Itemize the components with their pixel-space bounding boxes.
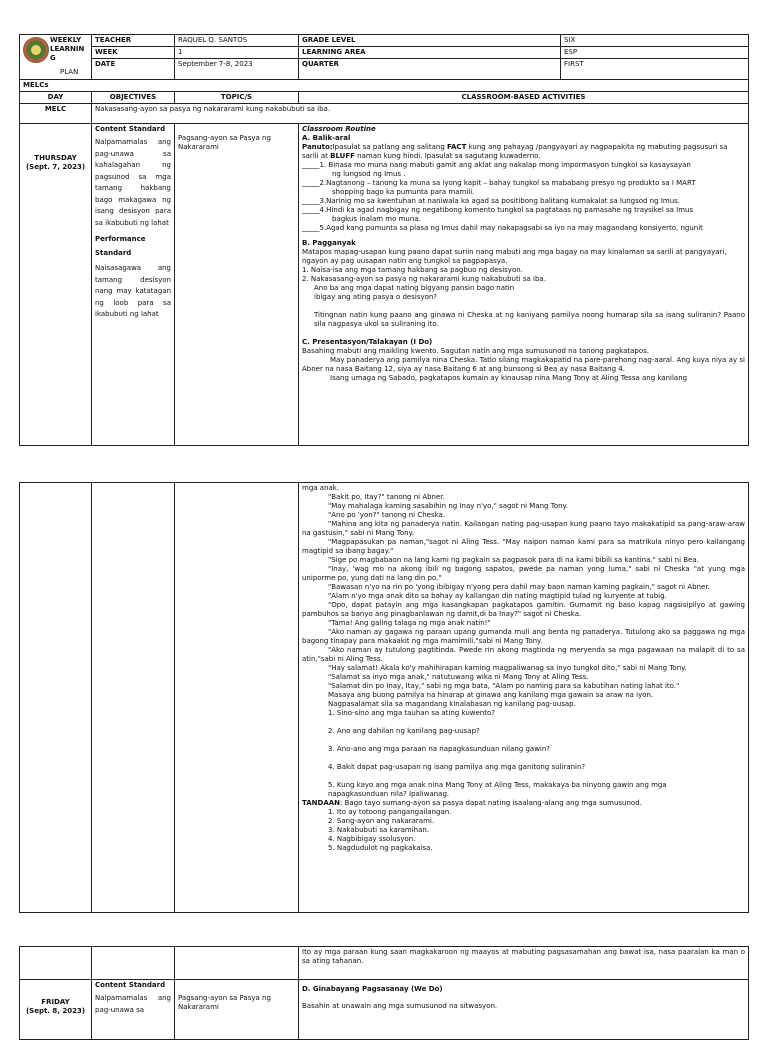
story-line: "May mahalaga kaming sasabihin ng Inay n'yo," sagot ni Mang Tony. [328,502,568,510]
thursday-objectives [92,124,175,446]
pagganyak-item: 2. Nakasasang-ayon sa pasya ng nakararami kung nakabubuti sa iba. [302,275,546,283]
grade-level-value: SIX [561,35,749,47]
review-item: shopping bago ka pumunta para mamili. [332,188,475,196]
empty-objectives-cell [92,483,175,913]
tandaan-item: 5. Nagdudulot ng pagkakaisa. [328,844,433,852]
story-line: "Bawasan n'yo na rin po 'yong ibibigay n'yong pera dahil may baon naman kaming pagkain," sagot ni Abner. [328,583,710,591]
school-seal-icon [23,37,49,63]
col-activities-header: CLASSROOM-BASED ACTIVITIES [299,92,749,104]
date-label: DATE [92,59,175,80]
tandaan-item: 2. Sang-ayon ang nakararami. [328,817,435,825]
tandaan-item: 1. Ito ay totoong pangangailangan. [328,808,452,816]
story-line: "Mahina ang kita ng panaderya natin. Kailangan nating pag-usapan kung paano tayo makakatipid sa pang-araw-araw na gastusin," sabi ni Mang Tony. [302,520,745,537]
review-item: _____3.Narinig mo sa kwentuhan at naniwala ka agad sa positibong balitang kumakalat sa lungsod ng Imus. [302,197,681,205]
melcs-row: MELCs [20,80,749,92]
day-date: (Sept. 8, 2023) [25,1007,86,1015]
tandaan-item: 3. Nakabubuti sa karamihan. [328,826,430,834]
story-question: 5. Kung kayo ang mga anak nina Mang Tony at Aling Tess, makakaya ba ninyong gawin ang mga napagkasunduan nila? Ipaliwanag. [328,781,667,798]
melc-label: MELC [20,104,92,124]
pagganyak-question: ibigay ang ating pasya o desisyon? [314,293,438,301]
closing-text: Ito ay mga paraan kung saan magkakaroon ng maayos at mabuting pagsasamahan ang bawat isa, nasa paaralan ka man o sa ating tahanan. [299,947,749,980]
col-day-header: DAY [20,92,92,104]
col-topics-header: TOPIC/S [175,92,299,104]
story-line: "Alam n'yo mga anak dito sa bahay ay kailangan din nating magtipid tulad ng kuryente at tubig. [328,592,667,600]
quarter-value: FIRST [561,59,749,80]
performance-standard-text: Naisasagawa ang tamang desisyon nang may katatagan ng loob para sa ikabubuti ng lahat [95,264,171,318]
friday-day-cell [20,980,92,1040]
tandaan-text: TANDAAN: Bago tayo sumang-ayon sa pasya dapat nating isaalang-alang ang mga sumusunod. [302,799,642,807]
teacher-label: TEACHER [92,35,175,47]
empty-topic-cell [175,483,299,913]
plan-caption: PLAN [60,68,79,76]
story-line: "Magpapasukan pa naman,"sagot ni Aling Tess. "May naipon naman kami para sa matrikula ninyo pero kailangang magtipid sa ibang bagay." [302,538,745,555]
story-line: Nagpasalamat sila sa magandang kinalabasan ng kanilang pag-uusap. [328,700,576,708]
pagganyak-text: Matapos mapag-usapan kung paano dapat suriin nang mabuti ang mga bagay na may kinalaman sa sarili at pangyayari, ngayon ay pag uusapan natin ang tungkol sa pagpapasya. [302,248,727,265]
empty-day-cell [20,947,92,980]
story-line: "Sige po magbabaon na lang kami ng pagkain sa pagpasok para di na kami bibili sa kantina." sabi ni Bea. [328,556,699,564]
day-name: THURSDAY [34,154,77,162]
story-question: 3. Ano-ano ang mga paraan na napagkasunduan nilang gawin? [328,745,551,753]
story-question: 4. Bakit dapat pag-usapan ng isang pamilya ang mga ganitong suliranin? [328,763,586,771]
empty-objectives-cell [92,947,175,980]
date-value: September 7-8, 2023 [175,59,299,80]
lesson-plan-table-page3 [19,946,749,1040]
friday-objectives [92,980,175,1040]
day-name: FRIDAY [41,998,70,1006]
story-cell [299,483,749,913]
learning-area-value: ESP [561,47,749,59]
content-standard-label: Content Standard [95,125,166,133]
balik-aral-title: A. Balik-aral [302,134,351,142]
story-line: "Ano po 'yon?" tanong ni Cheska. [328,511,446,519]
panuto-text: Panuto:Ipasulat sa patlang ang salitang FACT kung ang pahayag /pangyayari ay nagpapakita ng mabuting pagsusuri sa sarili at BLUFF naman kung hindi. Ipasulat sa sagutang kuwaderno. [302,143,728,160]
learning-area-label: LEARNING AREA [299,47,561,59]
review-item: _____2.Nagtanong – tanong ka muna sa iyong kapit – bahay tungkol sa mababang presyo ng produkto sa I MART [302,179,696,187]
review-item: ng lungsod ng Imus . [332,170,406,178]
col-objectives-header: OBJECTIVES [92,92,175,104]
day-date: (Sept. 7, 2023) [25,163,86,171]
story-line: "Bakit po, Itay?" tanong ni Abner. [328,493,445,501]
melc-text: Nakasasang-ayon sa pasya ng nakararami kung nakabubuti sa iba. [92,104,749,124]
grade-level-label: GRADE LEVEL [299,35,561,47]
story-line: "Ako naman ay tutulong pagtitinda. Pwede rin akong magtinda ng meryenda sa mga pagawaan na malapit di to sa atin,"sabi ni Aling Tess. [302,646,745,663]
weekly-learning-plan-caption: WEEKLY LEARNIN G [50,36,85,62]
lesson-plan-table-page1 [19,34,749,446]
review-item: bagkus inalam mo muna. [332,215,421,223]
thursday-topic: Pagsang-ayon sa Pasya ng Nakararami [175,124,299,446]
guided-practice-title: D. Ginabayang Pagsasanay (We Do) [302,985,443,993]
story-line: "Ako naman ay gagawa ng paraan upang gumanda muli ang benta ng panaderya. Tutulong ako sa paggawa ng mga bagong tinapay para makaakit ng mga mamimili."sabi ni Mang Tony. [302,628,745,645]
story-line: Masaya ang buong pamilya na hinarap at ginawa ang kanilang mga gawain sa araw na iyon. [328,691,654,699]
quarter-label: QUARTER [299,59,561,80]
tandaan-item: 4. Nagbibigay ssolusyon. [328,835,416,843]
thursday-day-cell [20,124,92,446]
review-item: _____1. Binasa mo muna nang mabuti gamit ang aklat ang nakalap mong impormasyon tungkol sa kasaysayan [302,161,691,169]
guided-practice-text: Basahin at unawain ang mga sumusunod na sitwasyon. [302,1002,498,1010]
pagganyak-look: Titingnan natin kung paano ang ginawa ni Cheska at ng kaniyang pamilya noong humarap sila sa isang suliranin? Paano sila nagpasya ukol sa suliraning ito. [314,311,745,328]
empty-topic-cell [175,947,299,980]
pagganyak-item: 1. Naisa-isa ang mga tamang hakbang sa pagbuo ng desisyon. [302,266,523,274]
story-line: mga anak. [302,484,340,492]
empty-day-cell [20,483,92,913]
review-item: _____4.Hindi ka agad nagbigay ng negatibong komento tungkol sa pagtataas ng pamasahe ng traysikel sa Imus [302,206,694,214]
story-question: 1. Sino-sino ang mga tauhan sa ating kuwento? [328,709,495,717]
presentasyon-title: C. Presentasyon/Talakayan (I Do) [302,338,433,346]
performance-standard-label: Performance Standard [95,235,146,257]
content-standard-text: Naipamamalas ang pag-unawa sa kahalagahan ng pagsunod sa mga tamang hakbang bago makagawa ng isang desisyon para sa ikabubuti ng lahat [95,138,171,227]
lesson-plan-table-page2 [19,482,749,913]
story-line: "Tama! Ang galing talaga ng mga anak natin!" [328,619,491,627]
story-line: "Hay salamat! Akala ko'y mahihirapan kaming magpaliwanag sa inyo tungkol dito," sabi ni Mang Tony. [328,664,687,672]
story-line: "Salamat din po Inay, Itay," sabi ng mga bata, "Alam po naming para sa kabutihan nating lahat ito." [328,682,680,690]
story-line: "Inay, 'wag mo na akong ibili ng bagong sapatos, pwede pa naman yong luma," sabi ni Cheska "at yung mga uniporme po, yung dati na lang din po." [302,565,745,582]
pagganyak-title: B. Pagganyak [302,239,356,247]
story-intro: May panaderya ang pamilya nina Cheska. Tatlo silang magkakapatid na pare-parehong nag-aaral. Ang kuya niya ay si Abner na nasa Baitang 12, siya ay nasa Baitang 6 at ang bunsong si Bea ay nasa Baitang 4. [302,356,745,373]
pagganyak-question: Ano ba ang mga dapat nating bigyang pansin bago natin [314,284,515,292]
teacher-value: RAQUEL Q. SANTOS [175,35,299,47]
logo-cell [20,35,92,80]
content-standard-text: Naipamamalas ang pag-unawa sa [95,994,171,1014]
story-line: "Opo, dapat patayin ang mga kasangkapan pagkatapos gamitin. Gumamit ng baso kapag nagsisipilyo at gawing pambuhos sa banyo ang pinagbanlawan ng damit,di ba Inay?" sagot ni Cheska. [302,601,745,618]
thursday-activities [299,124,749,446]
week-value: 1 [175,47,299,59]
story-intro: Isang umaga ng Sabado, pagkatapos kumain ay kinausap nina Mang Tony at Aling Tessa ang kanilang [330,374,688,382]
story-line: "Salamat sa inyo mga anak," natutuwang wika ni Mang Tony at Aling Tess. [328,673,589,681]
review-item: _____5.Agad kang pumunta sa plasa ng Imus dahil may nakapagsabi sa iyo na may magandang konsiyerto, ngunit [302,224,703,232]
presentasyon-text: Basahing mabuti ang maikling kwento. Sagutan natin ang mga sumusunod na tanong pagkatapos. [302,347,649,355]
content-standard-label: Content Standard [95,981,166,989]
friday-topic: Pagsang-ayon sa Pasya ng Nakararami [175,980,299,1040]
friday-activities [299,980,749,1040]
classroom-routine: Classroom Routine [302,125,376,133]
story-question: 2. Ano ang dahilan ng kanilang pag-uusap? [328,727,480,735]
week-label: WEEK [92,47,175,59]
